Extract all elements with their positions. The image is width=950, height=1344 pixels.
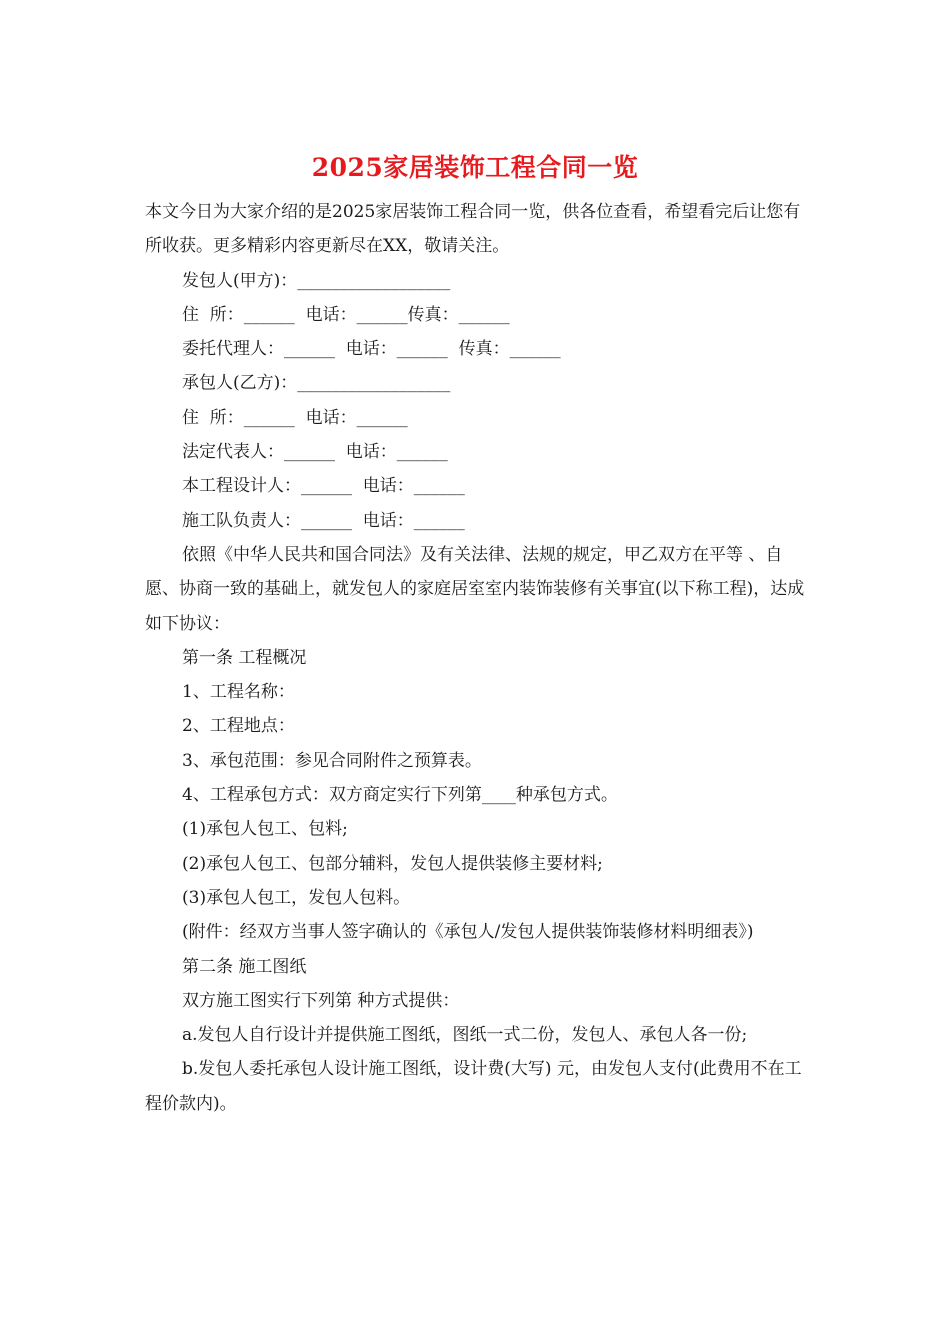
contract-method-line: 4、工程承包方式：双方商定实行下列第____种承包方式。 — [182, 785, 618, 806]
drawings-option-b: b.发包人委托承包人设计施工图纸，设计费(大写) 元，由发包人支付(此费用不在工程价款内)。 — [145, 1059, 802, 1114]
intro-paragraph: 本文今日为大家介绍的是2025家居装饰工程合同一览，供各位查看，希望看完后让您有所收获。更多精彩内容更新尽在XX，敬请关注。 — [145, 202, 801, 257]
attachment-note: (附件：经双方当事人签字确认的《承包人/发包人提供装饰装修材料明细表》) — [182, 922, 754, 943]
scope-line: 3、承包范围：参见合同附件之预算表。 — [182, 750, 482, 771]
project-name-line: 1、工程名称： — [182, 682, 295, 703]
document-title: 2025家居装饰工程合同一览 — [311, 153, 639, 182]
project-location-line: 2、工程地点： — [182, 716, 295, 737]
party-a-address-line: 住 所：______ 电话：______传真：______ — [182, 304, 510, 325]
designer-line: 本工程设计人：______ 电话：______ — [182, 476, 465, 497]
party-a-line: 发包人(甲方)：__________________ — [182, 270, 451, 291]
method-option-3: (3)承包人包工，发包人包料。 — [182, 887, 411, 908]
preamble-paragraph: 依照《中华人民共和国合同法》及有关法律、法规的规定，甲乙双方在平等 、自愿、协商一致的基础上，就发包人的家庭居室室内装饰装修有关事宜(以下称工程)，达成如下协议： — [145, 544, 805, 634]
method-option-1: (1)承包人包工、包料; — [182, 819, 348, 840]
party-b-address-line: 住 所：______ 电话：______ — [182, 407, 408, 428]
team-leader-line: 施工队负责人：______ 电话：______ — [182, 510, 465, 531]
method-option-2: (2)承包人包工、包部分辅料，发包人提供装修主要材料; — [182, 853, 603, 874]
article-2-heading: 第二条 施工图纸 — [182, 956, 307, 977]
document-body — [145, 195, 805, 1121]
article-1-heading: 第一条 工程概况 — [182, 647, 307, 668]
drawings-method-line: 双方施工图实行下列第 种方式提供： — [182, 990, 460, 1011]
agent-line: 委托代理人：______ 电话：______ 传真：______ — [182, 339, 561, 360]
drawings-option-a: a.发包人自行设计并提供施工图纸，图纸一式二份，发包人、承包人各一份; — [182, 1025, 748, 1046]
party-b-line: 承包人(乙方)：__________________ — [182, 373, 451, 394]
legal-rep-line: 法定代表人：______ 电话：______ — [182, 442, 448, 463]
